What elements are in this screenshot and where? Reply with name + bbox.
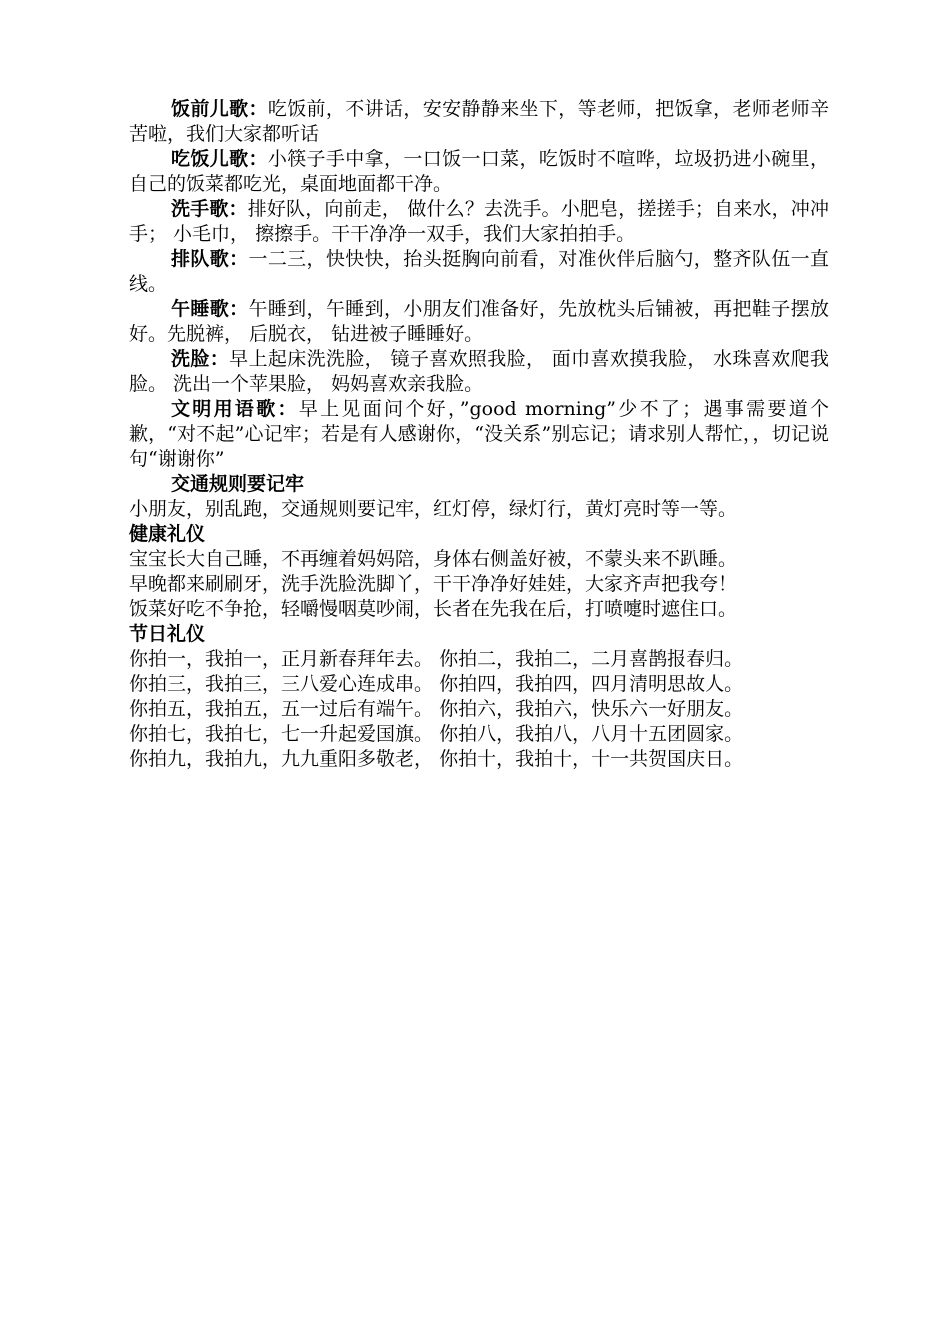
health-line: 饭菜好吃不争抢，轻嚼慢咽莫吵闹，长者在先我在后，打喷嚏时遮住口。 [129,598,738,620]
song-polite-words [129,397,829,472]
song-label: 文明用语歌： [171,398,299,420]
song-handwashing [129,197,829,247]
song-label: 排队歌： [171,248,249,270]
song-text: 吃饭前，不讲话，安安静静来坐下，等老师，把饭拿，老师老师辛苦啦，我们大家都听话 [129,98,829,145]
song-before-meal [129,97,829,147]
health-line: 宝宝长大自己睡，不再缠着妈妈陪，身体右侧盖好被，不蒙头来不趴睡。 [129,548,738,570]
health-title: 健康礼仪 [129,523,206,545]
song-label: 午睡歌： [171,298,249,320]
song-nap [129,297,829,347]
health-line: 早晚都来刷刷牙，洗手洗脸洗脚丫，干干净净好娃娃，大家齐声把我夸！ [129,573,738,595]
festival-line-a: 你拍九，我拍九，九九重阳多敬老， [129,748,434,770]
song-face-washing [129,347,829,397]
festival-title: 节日礼仪 [129,623,206,645]
song-label: 饭前儿歌： [171,98,268,120]
festival-line-a: 你拍三，我拍三，三八爱心连成串。 [129,673,434,695]
traffic-title: 交通规则要记牢 [171,473,305,495]
traffic-text: 小朋友，别乱跑，交通规则要记牢，红灯停，绿灯行，黄灯亮时等一等。 [129,498,738,520]
festival-line-b: 你拍十，我拍十，十一共贺国庆日。 [439,748,744,770]
festival-line [129,672,829,697]
song-text: 午睡到，午睡到，小朋友们准备好，先放枕头后铺被，再把鞋子摆放好。先脱裤， 后脱衣， 钻进被子睡睡好。 [129,298,829,345]
festival-line-b: 你拍四，我拍四，四月清明思故人。 [439,673,744,695]
song-text: 小筷子手中拿，一口饭一口菜，吃饭时不喧哗，垃圾扔进小碗里，自己的饭菜都吃光，桌面地面都干净。 [129,148,829,195]
song-text: 早上见面问个好，”good morning”少不了；遇事需要道个歉，“对不起”心记牢；若是有人感谢你，“没关系”别忘记；请求别人帮忙，，切记说句“谢谢你” [129,398,829,470]
festival-line-a: 你拍一，我拍一，正月新春拜年去。 [129,648,434,670]
festival-line [129,697,829,722]
festival-line [129,747,829,772]
song-text: 排好队，向前走， 做什么？去洗手。小肥皂，搓搓手；自来水，冲冲手； 小毛巾， 擦擦手。干干净净一双手，我们大家拍拍手。 [129,198,829,245]
festival-line-a: 你拍五，我拍五，五一过后有端午。 [129,698,434,720]
festival-line [129,722,829,747]
festival-line-a: 你拍七，我拍七，七一升起爱国旗。 [129,723,434,745]
festival-line-b: 你拍八，我拍八，八月十五团圆家。 [439,723,744,745]
song-text: 早上起床洗洗脸， 镜子喜欢照我脸， 面巾喜欢摸我脸， 水珠喜欢爬我脸。 洗出一个苹果脸， 妈妈喜欢亲我脸。 [129,348,829,395]
document-page [129,97,829,772]
festival-line [129,647,829,672]
festival-line-b: 你拍二，我拍二，二月喜鹊报春归。 [439,648,744,670]
song-lining-up [129,247,829,297]
song-eating [129,147,829,197]
festival-line-b: 你拍六，我拍六，快乐六一好朋友。 [439,698,744,720]
song-label: 吃饭儿歌： [171,148,268,170]
song-label: 洗脸： [171,348,230,370]
song-label: 洗手歌： [171,198,248,220]
song-text: 一二三，快快快，抬头挺胸向前看，对准伙伴后脑勺，整齐队伍一直线。 [129,248,829,295]
